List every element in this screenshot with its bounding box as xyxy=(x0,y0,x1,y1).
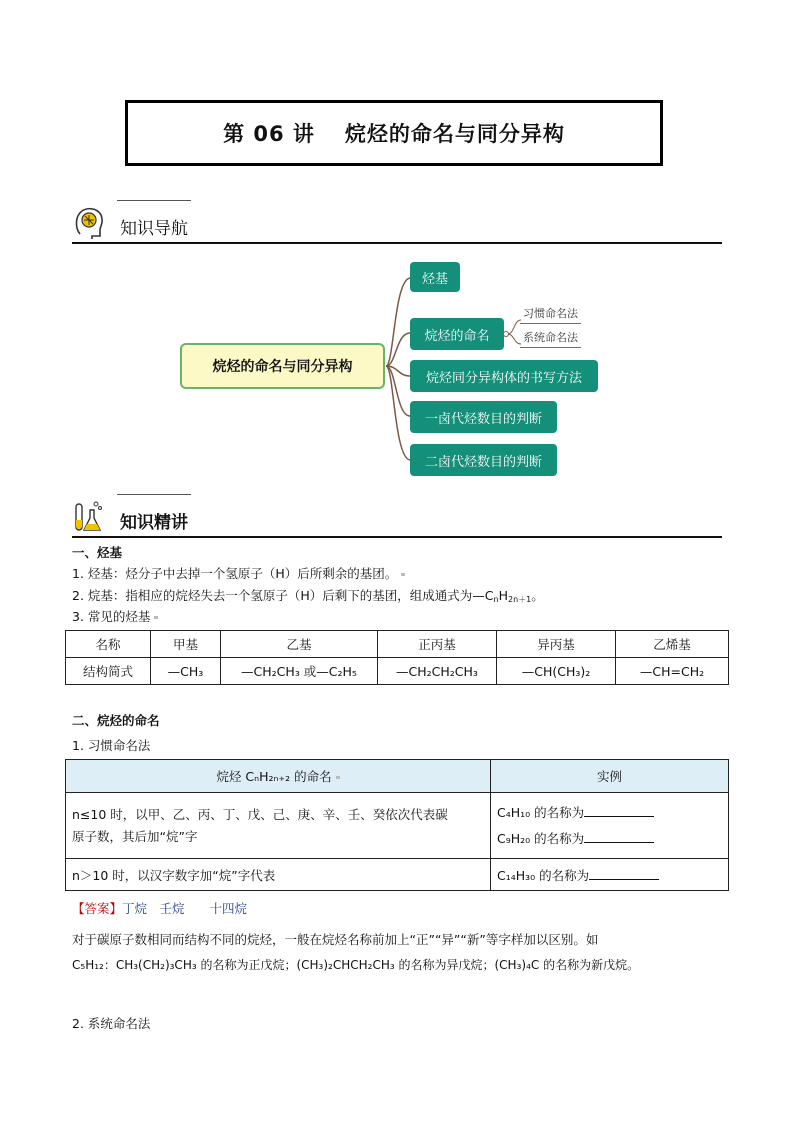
table-header-row xyxy=(66,631,729,658)
answer-body: 丁烷 壬烷 十四烷 xyxy=(122,901,248,916)
answer-blank[interactable] xyxy=(584,830,654,843)
mindmap-node-dihalide: 二卤代烃数目的判断 xyxy=(410,444,557,476)
mindmap-root: 烷烃的命名与同分异构 xyxy=(180,343,385,389)
para-pentane-examples: C₅H₁₂：CH₃(CH₂)₃CH₃ 的名称为正戊烷；(CH₃)₂CHCH₂CH₃ 的名称为异戊烷；(CH₃)₄C 的名称为新戊烷。 xyxy=(72,958,640,972)
para-common-groups: 3. 常见的烃基 xyxy=(72,607,158,625)
naming-table xyxy=(65,759,729,891)
lab-flask-icon xyxy=(72,498,106,534)
section-header-navigation xyxy=(72,202,722,244)
para-hydrocarbyl-def: 1. 烃基：烃分子中去掉一个氢原子（H）后所剩余的基团。 xyxy=(72,564,405,582)
table-cell: —CH(CH₃)₂ xyxy=(497,658,616,685)
mindmap-node-isomer-writing: 烷烃同分异构体的书写方法 xyxy=(410,360,598,392)
brain-head-icon xyxy=(72,204,106,240)
answer-line xyxy=(72,899,247,917)
heading-alkane-naming: 二、烷烃的命名 xyxy=(72,713,160,728)
table-header-cell: 正丙基 xyxy=(378,631,497,658)
section-title-lecture: 知识精讲 xyxy=(120,513,188,533)
table-row xyxy=(66,793,729,859)
mindmap-node-hydrocarbyl: 烃基 xyxy=(410,262,460,292)
table-cell: —CH₂CH₃ 或—C₂H₅ xyxy=(221,658,378,685)
hydrocarbyl-table xyxy=(65,630,729,685)
para-alkyl-def: 2. 烷基：指相应的烷烃失去一个氢原子（H）后剩下的基团，组成通式为$—C_nH_{2n+1}$。 xyxy=(72,588,544,604)
answer-label: 【答案】 xyxy=(72,901,123,916)
table-header-cell: 乙烯基 xyxy=(616,631,729,658)
table-header-cell: 异丙基 xyxy=(497,631,616,658)
answer-blank[interactable] xyxy=(584,804,654,817)
section-title-navigation: 知识导航 xyxy=(120,219,188,239)
naming-rule-cell: n＞10 时，以汉字数字加“烷”字代表 xyxy=(66,859,491,891)
naming-example-cell: C₄H₁₀ 的名称为 C₉H₂₀ 的名称为 xyxy=(491,793,729,859)
naming-example-cell: C₁₄H₃₀ 的名称为 xyxy=(491,859,729,891)
mindmap-node-naming: 烷烃的命名 xyxy=(410,318,504,350)
naming-table-header-example: 实例 xyxy=(491,760,729,793)
mindmap-sub-systematic-naming: 系统命名法 xyxy=(520,329,581,348)
section-header-lecture xyxy=(72,496,722,538)
table-cell: —CH₃ xyxy=(151,658,221,685)
page-title: 烷烃的命名与同分异构 xyxy=(344,122,565,146)
table-header-cell: 甲基 xyxy=(151,631,221,658)
lecture-number: 第 06 讲 xyxy=(223,122,315,146)
subheading-systematic-naming: 2. 系统命名法 xyxy=(72,1016,151,1031)
naming-table-header-rule: 烷烃 CₙH₂ₙ₊₂ 的命名 xyxy=(66,760,491,793)
table-row xyxy=(66,859,729,891)
table-cell: —CH₂CH₂CH₃ xyxy=(378,658,497,685)
mindmap-node-monohalide: 一卤代烃数目的判断 xyxy=(410,401,557,433)
answer-blank[interactable] xyxy=(589,867,659,880)
table-cell: —CH=CH₂ xyxy=(616,658,729,685)
table-header-cell: 乙基 xyxy=(221,631,378,658)
naming-rule-cell: n≤10 时，以甲、乙、丙、丁、戊、己、庚、辛、壬、癸依次代表碳 原子数，其后加“烷”字 xyxy=(66,793,491,859)
para-isomer-prefix: 对于碳原子数相同而结构不同的烷烃，一般在烷烃名称前加上“正”“异”“新”等字样加以区别。如 xyxy=(72,932,599,947)
title-box xyxy=(125,100,663,166)
heading-hydrocarbyl: 一、烃基 xyxy=(72,545,123,560)
table-row xyxy=(66,658,729,685)
subheading-common-naming: 1. 习惯命名法 xyxy=(72,738,151,753)
table-header-cell: 名称 xyxy=(66,631,151,658)
mindmap-sub-common-naming: 习惯命名法 xyxy=(520,305,581,324)
table-row-label: 结构简式 xyxy=(66,658,151,685)
